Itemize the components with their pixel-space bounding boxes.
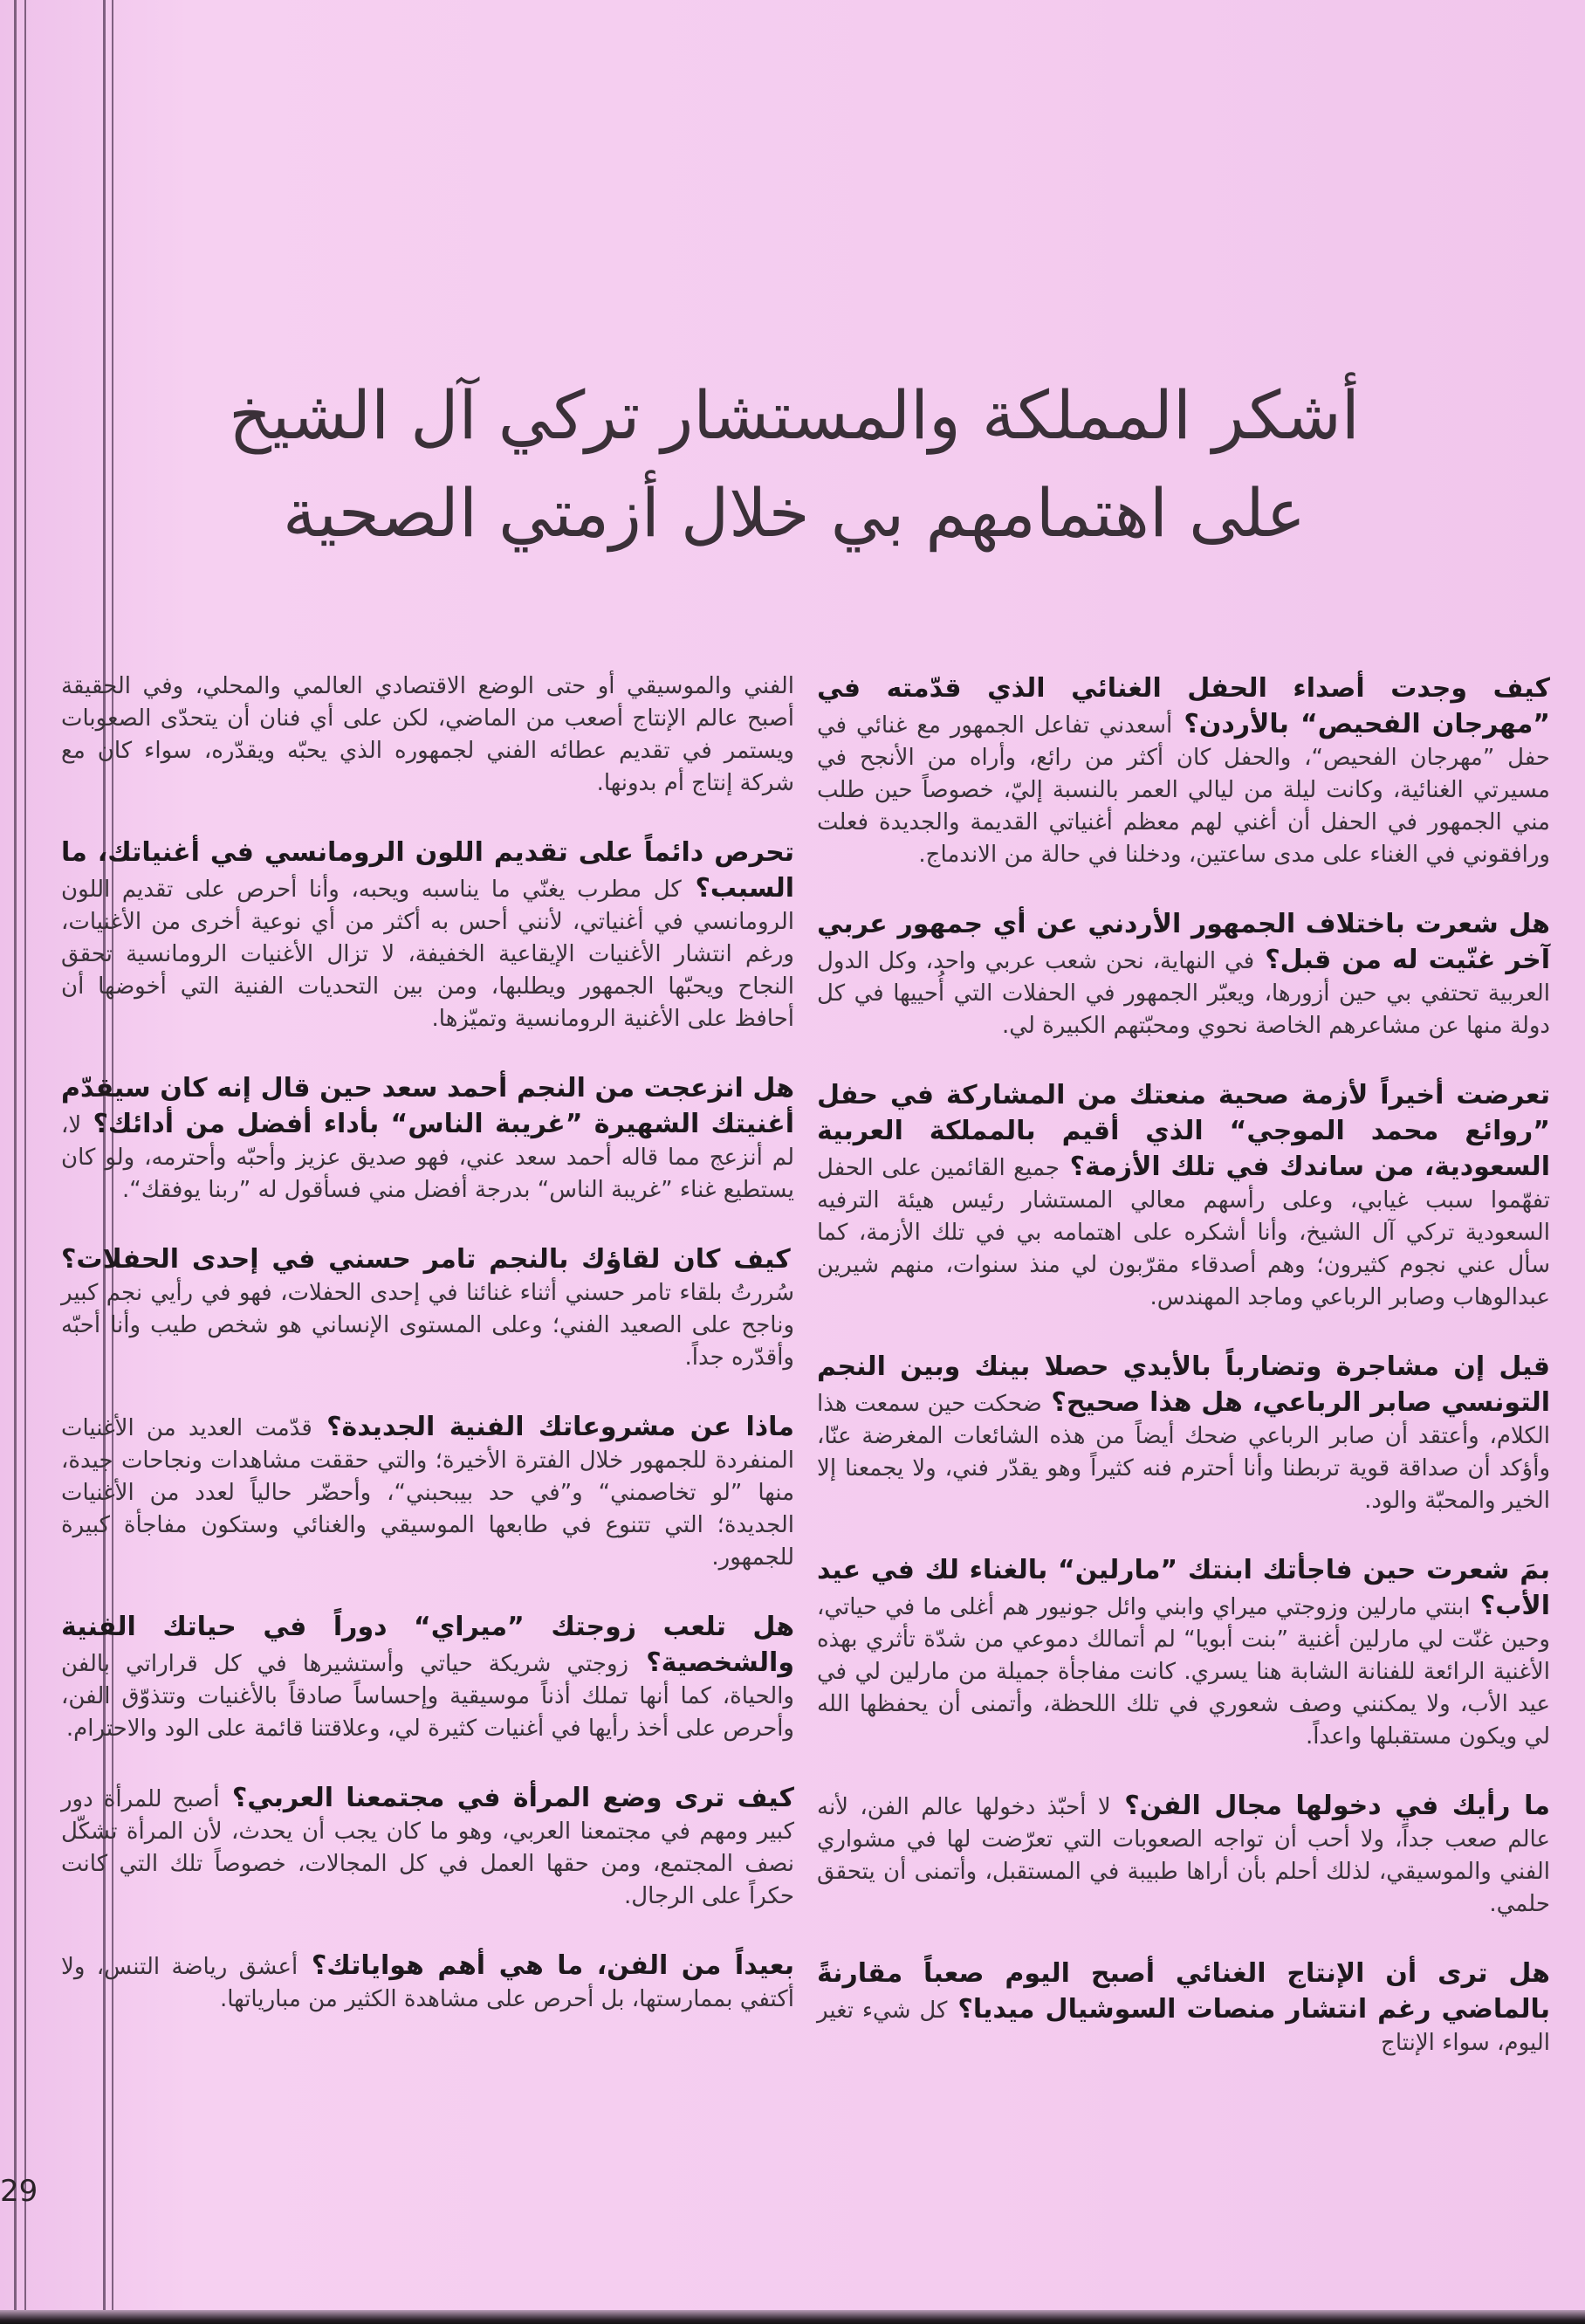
answer: ضحكت حين سمعت هذا الكلام، وأعتقد أن صابر الرباعي ضحك أيضاً من هذه الشائعات المغرضة عنّا، وأؤكد أن صداقة قوية تربطنا وأنا أحترم فنه كثيراً وهو يقدّر فني، ولا يجمعنا إلا الخير والمحبّة والود. bbox=[817, 1391, 1550, 1514]
headline-line-2: على اهتمامهم بي خلال أزمتي الصحية bbox=[283, 474, 1306, 552]
answer: لا أحبّذ دخولها عالم الفن، لأنه عالم صعب جداً، ولا أحب أن تواجه الصعوبات التي تعرّضت لها في مشواري الفني والموسيقي، لذلك أحلم بأن أراها طبيبة في المستقبل، وأتمنى أن يتحقق حلمي. bbox=[817, 1794, 1550, 1917]
binding-line bbox=[14, 0, 17, 2324]
answer: أصبح للمرأة دور كبير ومهم في مجتمعنا العربي، وهو ما كان يجب أن يحدث، لأن المرأة تشكّل نصف المجتمع، ومن حقها العمل في كل المجالات، خصوصاً تلك التي كانت حكراً على الرجال. bbox=[61, 1786, 794, 1909]
question: ما رأيك في دخولها مجال الفن؟ bbox=[1110, 1791, 1550, 1821]
question: قيل إن مشاجرة وتضارباً بالأيدي حصلا بينك وبين النجم التونسي صابر الرباعي، هل هذا صحيح؟ bbox=[817, 1351, 1550, 1418]
article-column-right bbox=[817, 670, 1550, 2094]
qa-block bbox=[61, 670, 794, 800]
qa-block bbox=[817, 1077, 1550, 1314]
answer-continued: الفني والموسيقي أو حتى الوضع الاقتصادي العالمي والمحلي، وفي الحقيقة أصبح عالم الإنتاج أصعب من الماضي، لكن على أي فنان أن يتحدّى الصعوبات ويستمر في تقديم عطائه الفني لجمهوره الذي يحبّه ويقدّره، سواء كان مع شركة إنتاج أم بدونها. bbox=[61, 673, 794, 796]
answer: كل مطرب يغنّي ما يناسبه ويحبه، وأنا أحرص على تقديم اللون الرومانسي في أغنياتي، لأنني أحس به أكثر من أي نوعية أخرى من الأغنيات، ورغم انتشار الأغنيات الإيقاعية الخفيفة، لا تزال الأغنيات الرومانسية تحقق النجاح ويحبّها الجمهور ويطلبها، ومن بين التحديات الفنية التي أخوضها أن أحافظ على الأغنية الرومانسية وتميّزها. bbox=[61, 877, 794, 1032]
qa-block bbox=[817, 670, 1550, 871]
qa-block bbox=[817, 1552, 1550, 1753]
headline bbox=[157, 367, 1431, 562]
question: هل ترى أن الإنتاج الغنائي أصبح اليوم صعباً مقارنةً بالماضي رغم انتشار منصات السوشيال ميديا؟ bbox=[817, 1958, 1550, 2025]
answer: أسعدني تفاعل الجمهور مع غنائي في حفل ”مهرجان الفحيص“، والحفل كان أكثر من رائع، وأراه من الأنجح في مسيرتي الغنائية، وكانت ليلة من ليالي العمر بالنسبة إليّ، خصوصاً حين طلب مني الجمهور في الحفل أن أغني لهم معظم أغنياتي القديمة والجديدة فعلت ورافقوني في الغناء على مدى ساعتين، ودخلنا في حالة من الاندماج. bbox=[817, 712, 1550, 868]
question: هل انزعجت من النجم أحمد سعد حين قال إنه كان سيقدّم أغنيتك الشهيرة ”غريبة الناس“ بأداء أفضل من أدائك؟ bbox=[61, 1073, 794, 1139]
answer: قدّمت العديد من الأغنيات المنفردة للجمهور خلال الفترة الأخيرة؛ والتي حققت مشاهدات ونجاحات جيدة، منها ”لو تخاصمني“ و”في حد بيبحبني“، وأحضّر حالياً لعدد من الأغنيات الجديدة؛ التي تتنوع في طابعها الموسيقي والغنائي وستكون مفاجأة كبيرة للجمهور. bbox=[61, 1415, 794, 1571]
headline-line-1: أشكر المملكة والمستشار تركي آل الشيخ bbox=[229, 376, 1360, 454]
answer: أعشق رياضة التنس، ولا أكتفي بممارستها، بل أحرص على مشاهدة الكثير من مبارياتها. bbox=[61, 1954, 794, 2012]
question: تحرص دائماً على تقديم اللون الرومانسي في أغنياتك، ما السبب؟ bbox=[61, 837, 794, 904]
qa-block bbox=[61, 1070, 794, 1207]
qa-block bbox=[817, 906, 1550, 1042]
qa-block bbox=[61, 1409, 794, 1574]
article-column-left bbox=[61, 670, 794, 2051]
answer: في النهاية، نحن شعب عربي واحد، وكل الدول العربية تحتفي بي حين أزورها، ويعبّر الجمهور في الحفلات التي أُحييها في كل دولة منها عن مشاعرهم الخاصة نحوي ومحبّتهم الكبيرة لي. bbox=[817, 948, 1550, 1039]
question: هل تلعب زوجتك ”ميراي“ دوراً في حياتك الفنية والشخصية؟ bbox=[61, 1612, 794, 1678]
answer: زوجتي شريكة حياتي وأستشيرها في كل قراراتي بالفن والحياة، كما أنها تملك أذناً موسيقية وإحساساً صادقاً بالأغنيات وتتذوّق الفن، وأحرص على أخذ رأيها في أغنيات كثيرة لي، وعلاقتنا قائمة على الود والاحترام. bbox=[61, 1651, 794, 1742]
question: كيف وجدت أصداء الحفل الغنائي الذي قدّمته في ”مهرجان الفحيص“ بالأردن؟ bbox=[817, 673, 1550, 739]
qa-block bbox=[61, 1241, 794, 1374]
qa-block bbox=[61, 835, 794, 1035]
answer: كل شيء تغير اليوم، سواء الإنتاج bbox=[817, 1997, 1550, 2056]
question: هل شعرت باختلاف الجمهور الأردني عن أي جمهور عربي آخر غنّيت له من قبل؟ bbox=[817, 909, 1550, 975]
qa-block bbox=[61, 1609, 794, 1745]
qa-block bbox=[817, 1788, 1550, 1921]
question: كيف ترى وضع المرأة في مجتمعنا العربي؟ bbox=[219, 1783, 794, 1813]
qa-block bbox=[61, 1780, 794, 1913]
question: بعيداً من الفن، ما هي أهم هواياتك؟ bbox=[298, 1950, 794, 1981]
qa-block bbox=[817, 1956, 1550, 2059]
question: بمَ شعرت حين فاجأتك ابنتك ”مارلين“ بالغناء لك في عيد الأب؟ bbox=[817, 1555, 1550, 1621]
qa-block bbox=[817, 1349, 1550, 1517]
question: كيف كان لقاؤك بالنجم تامر حسني في إحدى الحفلات؟ bbox=[61, 1244, 791, 1275]
answer: لا، لم أنزعج مما قاله أحمد سعد عني، فهو صديق عزيز وأحبّه وأحترمه، ولو كان يستطيع غناء ”غريبة الناس“ بدرجة أفضل مني فسأقول له ”ربنا يوفقك“. bbox=[61, 1112, 794, 1203]
page-number: 29 bbox=[0, 2174, 38, 2209]
question: ماذا عن مشروعاتك الفنية الجديدة؟ bbox=[312, 1412, 794, 1442]
qa-block bbox=[61, 1948, 794, 2016]
answer: سُررتُ بلقاء تامر حسني أثناء غنائنا في إحدى الحفلات، فهو في رأيي نجم كبير وناجح على الصعيد الفني؛ وعلى المستوى الإنساني هو شخص طيب وأنا أحبّه وأقدّره جداً. bbox=[61, 1280, 794, 1371]
question: تعرضت أخيراً لأزمة صحية منعتك من المشاركة في حفل ”روائع محمد الموجي“ الذي أقيم بالمملكة العربية السعودية، من ساندك في تلك الأزمة؟ bbox=[817, 1080, 1550, 1182]
answer: جميع القائمين على الحفل تفهّموا سبب غيابي، وعلى رأسهم معالي المستشار رئيس هيئة الترفيه السعودية تركي آل الشيخ، وأنا أشكره على اهتمامه بي في تلك الأزمة، كما سأل عني نجوم كثيرون؛ وهم أصدقاء مقرّبون لي منذ سنوات، منهم شيرين عبدالوهاب وصابر الرباعي وماجد المهندس. bbox=[817, 1155, 1550, 1310]
answer: ابنتي مارلين وزوجتي ميراي وابني وائل جونيور هم أغلى ما في حياتي، وحين غنّت لي مارلين أغنية ”بنت أبويا“ لم أتمالك دموعي من شدّة تأثري بهذه الأغنية الرائعة للفنانة الشابة هنا يسري. كانت مفاجأة جميلة من مارلين لي في عيد الأب، ولا يمكنني وصف شعوري في تلك اللحظة، وأتمنى أن يحفظها الله لي ويكون مستقبلها واعداً. bbox=[817, 1594, 1550, 1750]
binding-line bbox=[24, 0, 26, 2324]
bottom-edge-bar bbox=[0, 2310, 1585, 2324]
